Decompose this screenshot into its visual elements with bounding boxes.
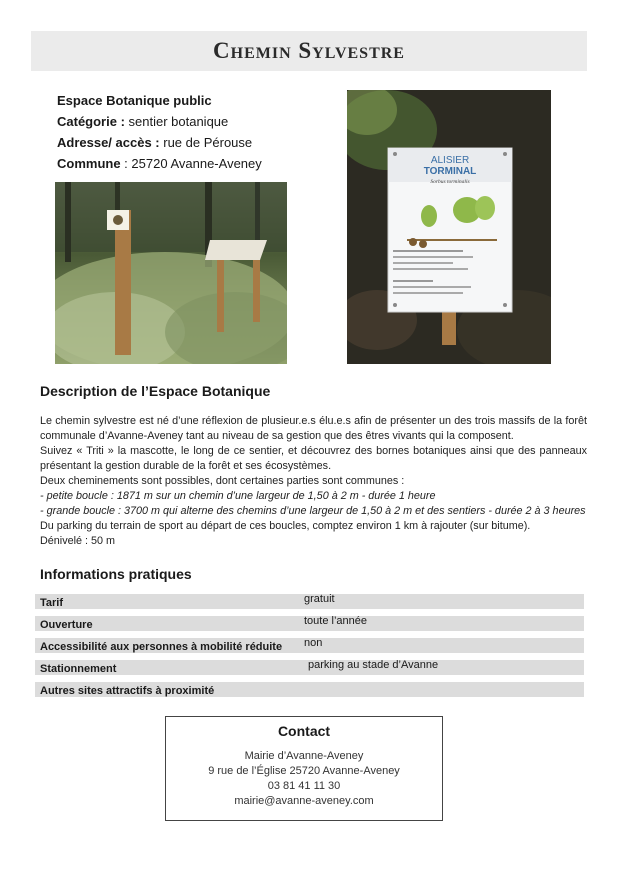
- description-body: [40, 414, 587, 549]
- row-value-ouverture: toute l’année: [304, 615, 367, 627]
- contact-email: mairie@avanne-aveney.com: [234, 795, 374, 807]
- contact-box: [165, 716, 443, 821]
- description-heading: Description de l’Espace Botanique: [40, 383, 271, 399]
- table-row: [35, 594, 584, 609]
- address-value: rue de Pérouse: [159, 135, 253, 150]
- small-loop: - petite boucle : 1871 m sur un chemin d’une largeur de 1,50 à 2 m - durée 1 heure: [40, 490, 436, 502]
- sign-photo-image: [347, 90, 551, 364]
- practical-info-table: [35, 594, 584, 704]
- row-value-accessibility: non: [304, 637, 323, 649]
- table-row: [35, 616, 584, 631]
- contact-address: 9 rue de l’Église 25720 Avanne-Aveney: [208, 765, 400, 777]
- practical-info-heading: Informations pratiques: [40, 566, 192, 582]
- page-title: Chemin Sylvestre: [213, 38, 405, 63]
- contact-phone: 03 81 41 11 30: [267, 780, 341, 792]
- description-para-3: Deux cheminements sont possibles, dont certaines parties sont communes :: [40, 475, 405, 487]
- sign-title-1: ALISIER: [430, 155, 470, 166]
- site-type-label: Espace Botanique public: [57, 93, 212, 108]
- row-label-nearby: Autres sites attractifs à proximité: [40, 685, 215, 697]
- trail-photo: [55, 182, 287, 364]
- address-key: Adresse/ accès :: [57, 135, 160, 150]
- row-value-parking: parking au stade d’Avanne: [308, 659, 439, 671]
- site-type: [57, 90, 317, 111]
- commune-value: : 25720 Avanne-Aveney: [120, 156, 262, 171]
- row-label-ouverture: Ouverture: [40, 619, 93, 631]
- sign-title-2: TORMINAL: [423, 166, 477, 177]
- sign-subtitle: Sorbus torminalis: [430, 179, 470, 185]
- description-para-1: Le chemin sylvestre est né d’une réflexion de plusieur.e.s élu.e.s afin de présenter un des trois massifs de la forêt communale d’Avanne-Aveney tant au niveau de sa gestion que des êtres vivants qui la composent.: [40, 415, 587, 442]
- row-label-tarif: Tarif: [40, 597, 64, 609]
- large-loop: - grande boucle : 3700 m qui alterne des chemins d’une largeur de 1,50 à 2 m et des sentiers - durée 2 à 3 heures: [40, 505, 586, 517]
- row-label-parking: Stationnement: [40, 663, 117, 675]
- description-para-2: Suivez « Triti » la mascotte, le long de ce sentier, et découvrez des bornes botaniques ainsi que des panneaux présentant la gestion durable de la forêt et ses écosystèmes.: [40, 445, 587, 472]
- site-info: [57, 90, 317, 174]
- row-value-tarif: gratuit: [304, 593, 335, 605]
- trail-photo-image: [55, 182, 287, 364]
- title-bar: [31, 31, 587, 71]
- parking-note: Du parking du terrain de sport au départ de ces boucles, comptez environ 1 km à rajouter (sur bitume).: [40, 520, 531, 532]
- table-row: [35, 638, 584, 653]
- table-row: [35, 682, 584, 697]
- contact-heading: Contact: [277, 723, 331, 739]
- row-label-accessibility: Accessibilité aux personnes à mobilité réduite: [40, 641, 283, 653]
- commune-key: Commune: [57, 156, 121, 171]
- category-key: Catégorie :: [57, 114, 125, 129]
- category-row: [57, 111, 317, 132]
- table-row: [35, 660, 584, 675]
- category-value: sentier botanique: [124, 114, 229, 129]
- botanical-sign-photo: [347, 90, 551, 364]
- contact-name: Mairie d’Avanne-Aveney: [244, 750, 364, 762]
- commune-row: [57, 153, 317, 174]
- elevation: Dénivelé : 50 m: [40, 535, 116, 547]
- address-row: [57, 132, 317, 153]
